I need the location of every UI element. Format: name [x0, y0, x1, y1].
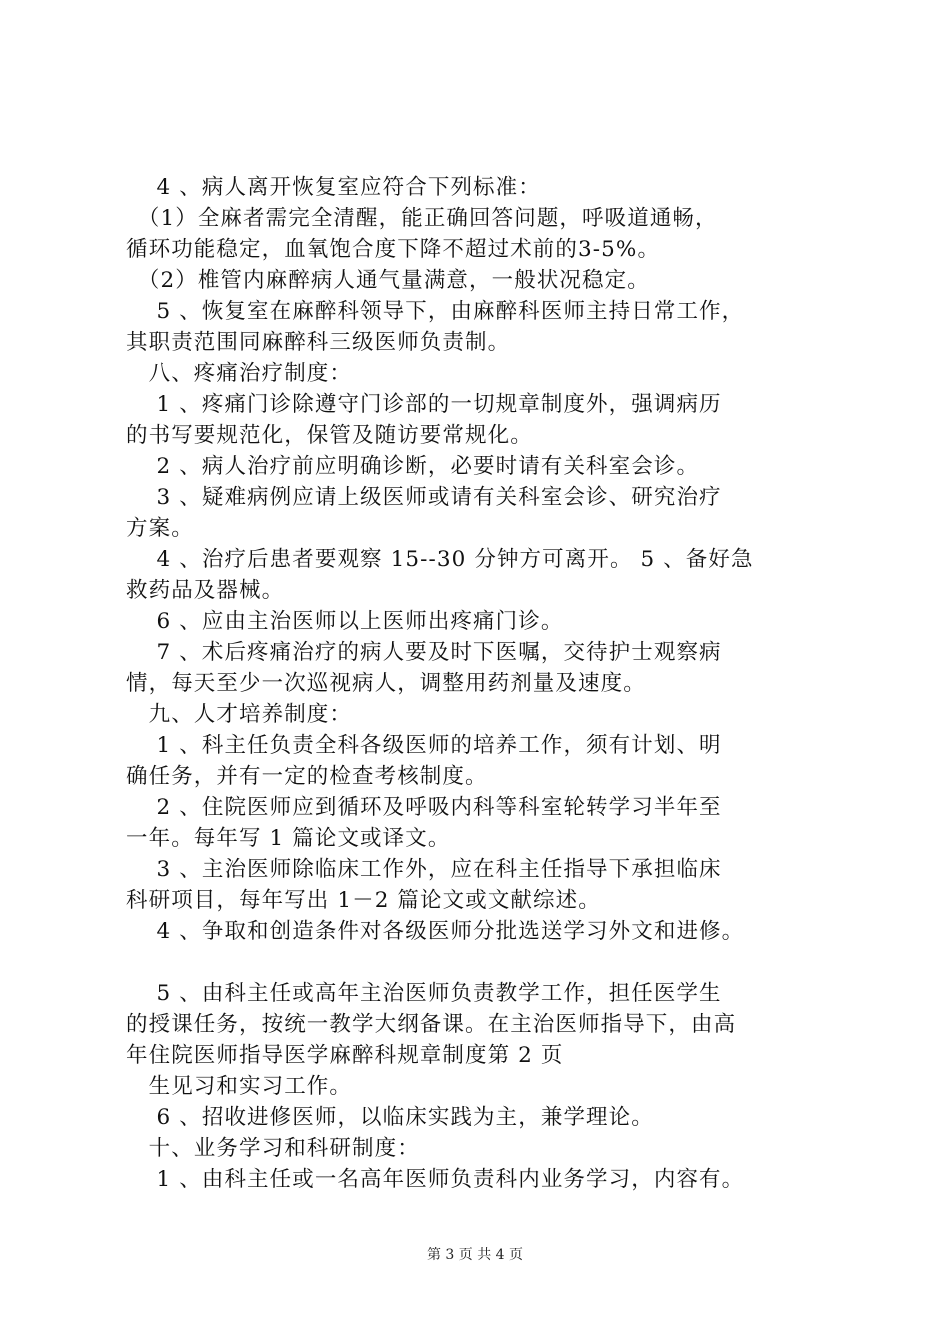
text-line: 方案。	[126, 516, 194, 541]
text-line: 循环功能稳定，血氧饱合度下降不超过术前的3-5%。	[126, 237, 661, 262]
text-line: 4 、争取和创造条件对各级医师分批选送学习外文和进修。	[126, 919, 745, 944]
text-line: 6 、应由主治医师以上医师出疼痛门诊。	[126, 609, 564, 634]
text-line: 3 、疑难病例应请上级医师或请有关科室会诊、研究治疗	[126, 485, 722, 510]
text-line: 5 、由科主任或高年主治医师负责教学工作，担任医学生	[126, 981, 722, 1006]
text-line: 情，每天至少一次巡视病人，调整用药剂量及速度。	[126, 671, 646, 696]
text-line: 其职责范围同麻醉科三级医师负责制。	[126, 330, 511, 355]
text-line: 3 、主治医师除临床工作外，应在科主任指导下承担临床	[126, 857, 722, 882]
text-line: 确任务，并有一定的检查考核制度。	[126, 764, 488, 789]
text-line: 4 、治疗后患者要观察 15--30 分钟方可离开。 5 、备好急	[126, 547, 754, 572]
text-line: 7 、术后疼痛治疗的病人要及时下医嘱，交待护士观察病	[126, 640, 722, 665]
text-line: 科研项目，每年写出 1－2 篇论文或文献综述。	[126, 888, 601, 913]
text-line: 4 、病人离开恢复室应符合下列标准：	[126, 175, 541, 200]
text-line: 一年。每年写 1 篇论文或译文。	[126, 826, 451, 851]
text-line: 2 、住院医师应到循环及呼吸内科等科室轮转学习半年至	[126, 795, 722, 820]
text-line: 6 、招收进修医师，以临床实践为主，兼学理论。	[126, 1105, 654, 1130]
text-line: （1）全麻者需完全清醒，能正确回答问题，呼吸道通畅，	[126, 206, 718, 231]
text-line: 的授课任务，按统一教学大纲备课。在主治医师指导下，由高	[126, 1012, 737, 1037]
text-line: 5 、恢复室在麻醉科领导下，由麻醉科医师主持日常工作，	[126, 299, 745, 324]
text-line: （2）椎管内麻醉病人通气量满意，一般状况稳定。	[126, 268, 650, 293]
text-line: 救药品及器械。	[126, 578, 285, 603]
page-footer: 第 3 页 共 4 页	[426, 1247, 524, 1263]
text-line: 的书写要规范化，保管及随访要常规化。	[126, 423, 533, 448]
text-line: 九、人才培养制度：	[126, 702, 353, 727]
document-body	[126, 172, 846, 1195]
text-line: 1 、科主任负责全科各级医师的培养工作，须有计划、明	[126, 733, 722, 758]
text-line: 1 、由科主任或一名高年医师负责科内业务学习，内容有。	[126, 1167, 745, 1192]
text-line: 十、业务学习和科研制度：	[126, 1136, 420, 1161]
text-line: 1 、疼痛门诊除遵守门诊部的一切规章制度外，强调病历	[126, 392, 722, 417]
blank-line	[126, 947, 846, 978]
text-line: 年住院医师指导医学麻醉科规章制度第 2 页	[126, 1043, 564, 1068]
text-line: 八、疼痛治疗制度：	[126, 361, 353, 386]
text-line: 生见习和实习工作。	[126, 1074, 353, 1099]
text-line: 2 、病人治疗前应明确诊断，必要时请有关科室会诊。	[126, 454, 700, 479]
